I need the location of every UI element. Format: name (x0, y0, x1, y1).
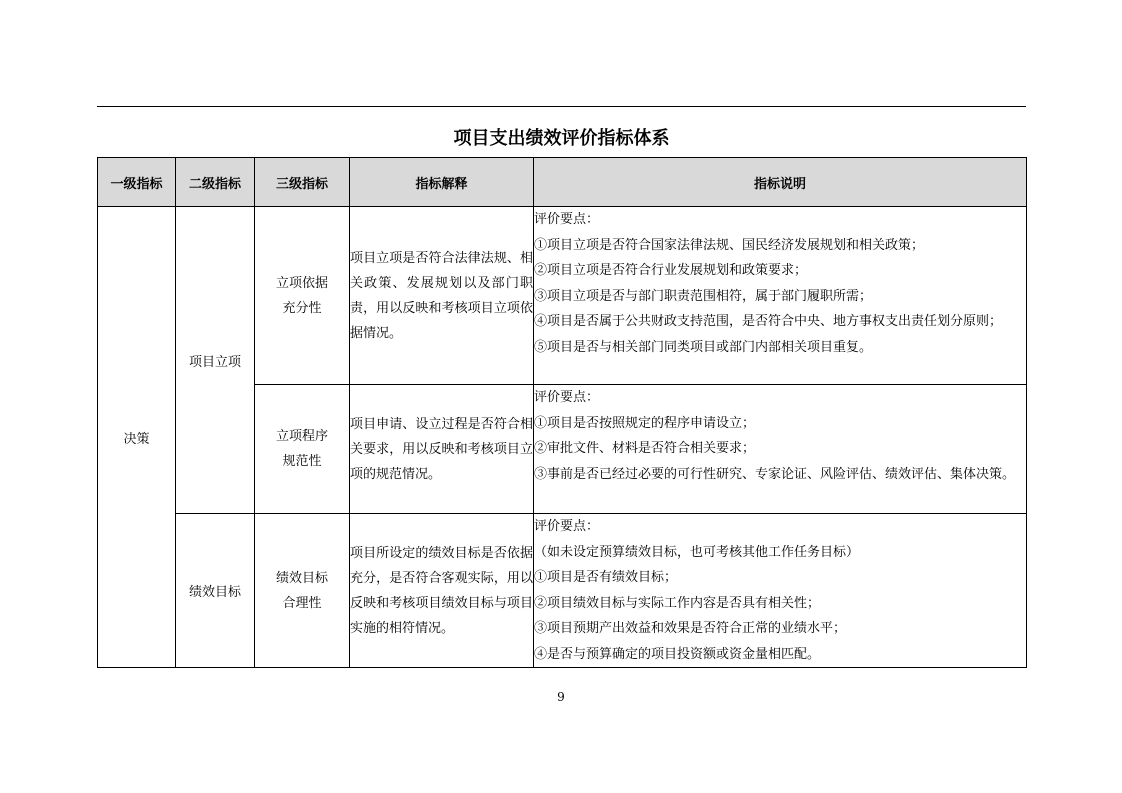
header-explain: 指标解释 (350, 158, 534, 207)
desc-line: ③项目预期产出效益和效果是否符合正常的业绩水平； (534, 621, 847, 636)
page-number: 9 (557, 690, 565, 704)
level3-cell (255, 207, 350, 385)
page-title: 项目支出绩效评价指标体系 (453, 128, 670, 149)
table-row (98, 514, 1027, 668)
desc-line: ④是否与预算确定的项目投资额或资金量相匹配。 (534, 646, 821, 662)
table-header-row (98, 158, 1027, 207)
desc-line: ③事前是否已经过必要的可行性研究、专家论证、风险评估、绩效评估、集体决策。 (534, 466, 1016, 482)
header-rule (97, 106, 1026, 107)
desc-cell (534, 385, 1027, 514)
level2-cell: 绩效目标 (176, 514, 255, 668)
header-desc: 指标说明 (534, 158, 1027, 207)
table-row (98, 207, 1027, 385)
desc-line: 评价要点： (534, 212, 600, 227)
desc-line: 评价要点： (534, 519, 600, 534)
desc-cell (534, 207, 1027, 385)
header-level3: 三级指标 (255, 158, 350, 207)
level3-cell (255, 385, 350, 514)
level2-cell: 项目立项 (176, 207, 255, 514)
desc-line: ①项目是否按照规定的程序申请设立； (534, 415, 756, 431)
level1-cell: 决策 (98, 207, 176, 668)
header-level1: 一级指标 (98, 158, 176, 207)
desc-cell (534, 514, 1027, 668)
desc-line: 评价要点： (534, 390, 600, 405)
header-level2: 二级指标 (176, 158, 255, 207)
desc-line: ③项目立项是否与部门职责范围相符，属于部门履职所需； (534, 288, 873, 304)
desc-line: ②项目立项是否符合行业发展规划和政策要求； (534, 263, 808, 278)
explain-cell: 项目申请、设立过程是否符合相关要求，用以反映和考核项目立项的规范情况。 (350, 385, 534, 514)
desc-line: ②项目绩效目标与实际工作内容是否具有相关性； (534, 595, 821, 611)
level3-text: 绩效目标合理性 (275, 570, 328, 611)
indicator-table (97, 157, 1027, 668)
desc-line: ①项目立项是否符合国家法律法规、国民经济发展规划和相关政策； (534, 237, 925, 253)
explain-cell: 项目立项是否符合法律法规、相关政策、发展规划以及部门职责，用以反映和考核项目立项依据情况。 (350, 207, 534, 385)
desc-line: ④项目是否属于公共财政支持范围，是否符合中央、地方事权支出责任划分原则； (534, 314, 1003, 329)
explain-cell: 项目所设定的绩效目标是否依据充分，是否符合客观实际，用以反映和考核项目绩效目标与项目实施的相符情况。 (350, 514, 534, 668)
level3-text: 立项依据充分性 (275, 275, 328, 316)
desc-line: ①项目是否有绩效目标； (534, 570, 678, 585)
desc-line: （如未设定预算绩效目标，也可考核其他工作任务目标） (534, 544, 860, 560)
desc-line: ②审批文件、材料是否符合相关要求； (534, 441, 756, 456)
level3-text: 立项程序规范性 (275, 429, 328, 469)
level3-cell (255, 514, 350, 668)
desc-line: ⑤项目是否与相关部门同类项目或部门内部相关项目重复。 (534, 339, 873, 355)
